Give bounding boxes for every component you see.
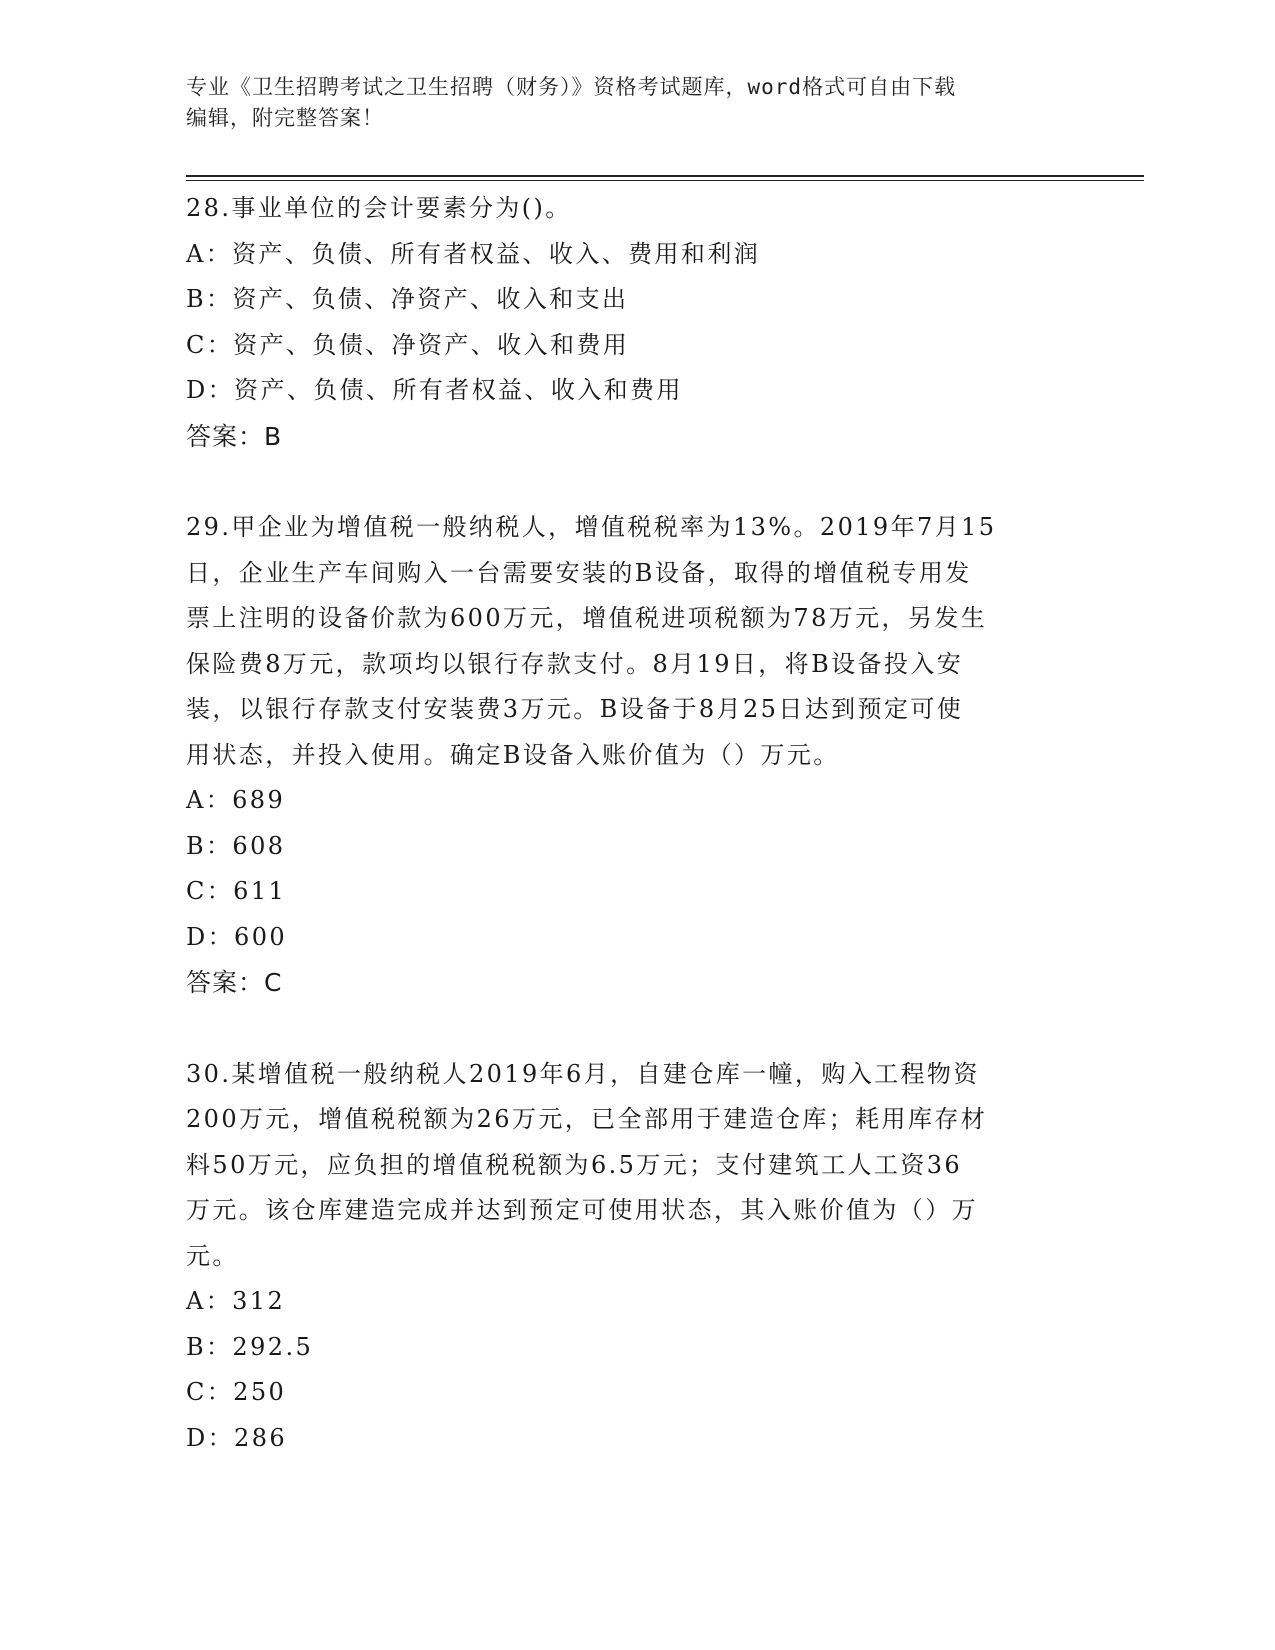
option-c: C：资产、负债、净资产、收入和费用 [186,330,630,359]
question-30 [186,1052,1066,1462]
question-list [186,186,1066,1461]
question-text-line: 料50万元，应负担的增值税税额为6.5万元；支付建筑工人工资36 [186,1150,963,1179]
question-spacer [186,1006,1066,1052]
option-list [186,778,1066,960]
question-text-line: 装，以银行存款支付安装费3万元。B设备于8月25日达到预定可使 [186,695,964,723]
question-text-line: 元。 [186,1241,239,1270]
option-a: A：312 [186,1287,286,1315]
option-d: D：600 [186,922,288,951]
option-d: D：资产、负债、所有者权益、收入和费用 [186,376,683,404]
option-b: B：资产、负债、净资产、收入和支出 [186,285,629,313]
question-text-line: 30.某增值税一般纳税人2019年6月，自建仓库一幢，购入工程物资 [186,1059,980,1088]
question-text-line: 29.甲企业为增值税一般纳税人，增值税税率为13%。2019年7月15 [186,513,997,541]
header-divider-thin [186,180,1144,181]
question-text-line: 200万元，增值税税额为26万元，已全部用于建造仓库；耗用库存材 [186,1105,988,1133]
option-c: C：250 [186,1378,287,1406]
answer: 答案：B [186,421,283,451]
header-line-2: 编辑，附完整答案！ [186,106,384,130]
question-text-line: 用状态，并投入使用。确定B设备入账价值为（）万元。 [186,740,840,769]
header-line-1: 专业《卫生招聘考试之卫生招聘（财务）》资格考试题库，word格式可自由下载 [186,75,957,99]
header-divider-thick [186,175,1144,177]
question-28 [186,186,1066,459]
option-b: B：608 [186,831,286,860]
question-text: 28.事业单位的会计要素分为()。 [186,194,572,222]
question-text-line: 票上注明的设备价款为600万元，增值税进项税额为78万元，另发生 [186,604,988,632]
question-text-line: 保险费8万元，款项均以银行存款支付。8月19日，将B设备投入安 [186,649,964,678]
option-list [186,232,1066,414]
option-d: D：286 [186,1423,288,1452]
option-b: B：292.5 [186,1332,314,1361]
option-a: A：689 [186,786,286,814]
question-29 [186,505,1066,1006]
question-spacer [186,459,1066,505]
option-list [186,1279,1066,1461]
option-c: C：611 [186,877,287,905]
document-header [186,72,1066,134]
question-text-line: 日，企业生产车间购入一台需要安装的B设备，取得的增值税专用发 [186,558,972,587]
option-a: A：资产、负债、所有者权益、收入、费用和利润 [186,239,761,268]
question-text-line: 万元。该仓库建造完成并达到预定可使用状态，其入账价值为（）万 [186,1196,978,1224]
answer: 答案：C [186,968,283,997]
